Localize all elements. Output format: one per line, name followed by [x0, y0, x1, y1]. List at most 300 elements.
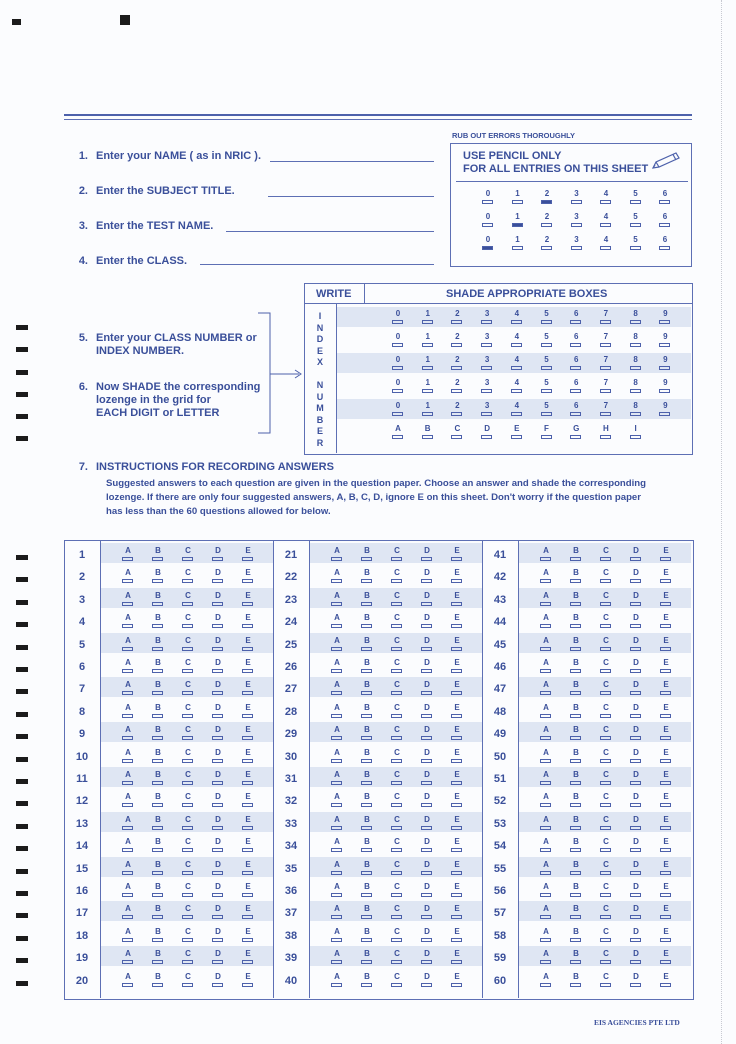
index-lozenge[interactable]	[451, 412, 462, 416]
answer-lozenge[interactable]	[540, 691, 551, 695]
answer-lozenge[interactable]	[152, 714, 163, 718]
answer-lozenge[interactable]	[331, 714, 342, 718]
answer-lozenge[interactable]	[570, 826, 581, 830]
index-lozenge[interactable]	[481, 320, 492, 324]
answer-lozenge[interactable]	[421, 781, 432, 785]
answer-lozenge[interactable]	[630, 983, 641, 987]
answer-lozenge[interactable]	[331, 579, 342, 583]
answer-lozenge[interactable]	[630, 691, 641, 695]
answer-lozenge[interactable]	[660, 557, 671, 561]
answer-lozenge[interactable]	[122, 781, 133, 785]
answer-lozenge[interactable]	[630, 960, 641, 964]
answer-lozenge[interactable]	[660, 669, 671, 673]
answer-lozenge[interactable]	[630, 714, 641, 718]
answer-lozenge[interactable]	[451, 893, 462, 897]
answer-lozenge[interactable]	[122, 871, 133, 875]
index-lozenge[interactable]	[659, 343, 670, 347]
answer-lozenge[interactable]	[152, 983, 163, 987]
answer-lozenge[interactable]	[570, 669, 581, 673]
answer-lozenge[interactable]	[182, 848, 193, 852]
index-lozenge[interactable]	[511, 435, 522, 439]
answer-lozenge[interactable]	[600, 714, 611, 718]
answer-lozenge[interactable]	[152, 781, 163, 785]
answer-lozenge[interactable]	[630, 602, 641, 606]
answer-lozenge[interactable]	[152, 893, 163, 897]
answer-lozenge[interactable]	[540, 848, 551, 852]
answer-lozenge[interactable]	[660, 893, 671, 897]
answer-lozenge[interactable]	[451, 983, 462, 987]
answer-lozenge[interactable]	[122, 983, 133, 987]
answer-lozenge[interactable]	[630, 938, 641, 942]
answer-lozenge[interactable]	[570, 803, 581, 807]
answer-lozenge[interactable]	[600, 624, 611, 628]
answer-lozenge[interactable]	[660, 848, 671, 852]
answer-lozenge[interactable]	[391, 781, 402, 785]
answer-lozenge[interactable]	[570, 736, 581, 740]
answer-lozenge[interactable]	[331, 736, 342, 740]
answer-lozenge[interactable]	[451, 624, 462, 628]
answer-lozenge[interactable]	[570, 848, 581, 852]
answer-lozenge[interactable]	[122, 714, 133, 718]
answer-lozenge[interactable]	[660, 915, 671, 919]
index-lozenge[interactable]	[511, 366, 522, 370]
answer-lozenge[interactable]	[391, 759, 402, 763]
answer-lozenge[interactable]	[122, 691, 133, 695]
answer-lozenge[interactable]	[421, 848, 432, 852]
answer-lozenge[interactable]	[242, 691, 253, 695]
answer-lozenge[interactable]	[361, 781, 372, 785]
index-lozenge[interactable]	[422, 320, 433, 324]
answer-lozenge[interactable]	[212, 557, 223, 561]
answer-lozenge[interactable]	[600, 781, 611, 785]
answer-lozenge[interactable]	[391, 915, 402, 919]
answer-lozenge[interactable]	[630, 848, 641, 852]
answer-lozenge[interactable]	[361, 759, 372, 763]
answer-lozenge[interactable]	[540, 781, 551, 785]
answer-lozenge[interactable]	[182, 736, 193, 740]
answer-lozenge[interactable]	[242, 915, 253, 919]
index-lozenge[interactable]	[451, 343, 462, 347]
answer-lozenge[interactable]	[391, 647, 402, 651]
index-lozenge[interactable]	[541, 343, 552, 347]
answer-lozenge[interactable]	[182, 691, 193, 695]
answer-lozenge[interactable]	[451, 691, 462, 695]
answer-lozenge[interactable]	[361, 624, 372, 628]
answer-lozenge[interactable]	[451, 848, 462, 852]
answer-lozenge[interactable]	[331, 691, 342, 695]
index-lozenge[interactable]	[451, 320, 462, 324]
answer-lozenge[interactable]	[540, 714, 551, 718]
answer-lozenge[interactable]	[451, 938, 462, 942]
answer-lozenge[interactable]	[630, 669, 641, 673]
answer-lozenge[interactable]	[242, 781, 253, 785]
subject-title-field[interactable]	[268, 196, 434, 197]
answer-lozenge[interactable]	[660, 983, 671, 987]
answer-lozenge[interactable]	[451, 714, 462, 718]
answer-lozenge[interactable]	[451, 669, 462, 673]
answer-lozenge[interactable]	[361, 557, 372, 561]
answer-lozenge[interactable]	[540, 759, 551, 763]
answer-lozenge[interactable]	[660, 960, 671, 964]
answer-lozenge[interactable]	[212, 915, 223, 919]
answer-lozenge[interactable]	[421, 759, 432, 763]
answer-lozenge[interactable]	[212, 759, 223, 763]
index-lozenge[interactable]	[541, 320, 552, 324]
answer-lozenge[interactable]	[421, 983, 432, 987]
answer-lozenge[interactable]	[570, 983, 581, 987]
answer-lozenge[interactable]	[570, 624, 581, 628]
answer-lozenge[interactable]	[391, 826, 402, 830]
index-lozenge[interactable]	[422, 389, 433, 393]
answer-lozenge[interactable]	[212, 848, 223, 852]
index-lozenge[interactable]	[392, 366, 403, 370]
answer-lozenge[interactable]	[242, 960, 253, 964]
answer-lozenge[interactable]	[122, 893, 133, 897]
answer-lozenge[interactable]	[451, 960, 462, 964]
answer-lozenge[interactable]	[152, 759, 163, 763]
index-lozenge[interactable]	[600, 389, 611, 393]
index-lozenge[interactable]	[541, 435, 552, 439]
answer-lozenge[interactable]	[152, 848, 163, 852]
index-lozenge[interactable]	[570, 435, 581, 439]
answer-lozenge[interactable]	[421, 893, 432, 897]
answer-lozenge[interactable]	[152, 647, 163, 651]
index-lozenge[interactable]	[392, 435, 403, 439]
index-lozenge[interactable]	[541, 412, 552, 416]
answer-lozenge[interactable]	[600, 893, 611, 897]
answer-lozenge[interactable]	[361, 579, 372, 583]
answer-lozenge[interactable]	[391, 983, 402, 987]
answer-lozenge[interactable]	[451, 781, 462, 785]
answer-lozenge[interactable]	[451, 915, 462, 919]
index-lozenge[interactable]	[511, 343, 522, 347]
index-lozenge[interactable]	[630, 366, 641, 370]
answer-lozenge[interactable]	[152, 579, 163, 583]
answer-lozenge[interactable]	[451, 803, 462, 807]
answer-lozenge[interactable]	[122, 938, 133, 942]
answer-lozenge[interactable]	[182, 579, 193, 583]
answer-lozenge[interactable]	[600, 938, 611, 942]
answer-lozenge[interactable]	[421, 803, 432, 807]
answer-lozenge[interactable]	[540, 557, 551, 561]
answer-lozenge[interactable]	[331, 893, 342, 897]
answer-lozenge[interactable]	[152, 826, 163, 830]
answer-lozenge[interactable]	[391, 624, 402, 628]
answer-lozenge[interactable]	[600, 759, 611, 763]
answer-lozenge[interactable]	[361, 983, 372, 987]
answer-lozenge[interactable]	[630, 893, 641, 897]
answer-lozenge[interactable]	[600, 803, 611, 807]
answer-lozenge[interactable]	[600, 647, 611, 651]
answer-lozenge[interactable]	[152, 871, 163, 875]
index-lozenge[interactable]	[451, 389, 462, 393]
answer-lozenge[interactable]	[630, 826, 641, 830]
answer-lozenge[interactable]	[540, 602, 551, 606]
index-lozenge[interactable]	[451, 435, 462, 439]
answer-lozenge[interactable]	[182, 714, 193, 718]
answer-lozenge[interactable]	[570, 781, 581, 785]
index-lozenge[interactable]	[600, 320, 611, 324]
answer-lozenge[interactable]	[122, 826, 133, 830]
index-lozenge[interactable]	[570, 412, 581, 416]
index-lozenge[interactable]	[481, 435, 492, 439]
answer-lozenge[interactable]	[421, 647, 432, 651]
index-lozenge[interactable]	[481, 412, 492, 416]
answer-lozenge[interactable]	[361, 803, 372, 807]
answer-lozenge[interactable]	[152, 803, 163, 807]
answer-lozenge[interactable]	[600, 826, 611, 830]
answer-lozenge[interactable]	[421, 557, 432, 561]
answer-lozenge[interactable]	[331, 803, 342, 807]
index-lozenge[interactable]	[392, 389, 403, 393]
index-lozenge[interactable]	[511, 320, 522, 324]
answer-lozenge[interactable]	[331, 557, 342, 561]
answer-lozenge[interactable]	[331, 848, 342, 852]
answer-lozenge[interactable]	[152, 669, 163, 673]
answer-lozenge[interactable]	[630, 781, 641, 785]
answer-lozenge[interactable]	[212, 602, 223, 606]
answer-lozenge[interactable]	[421, 624, 432, 628]
answer-lozenge[interactable]	[242, 759, 253, 763]
answer-lozenge[interactable]	[242, 624, 253, 628]
index-lozenge[interactable]	[659, 320, 670, 324]
answer-lozenge[interactable]	[331, 669, 342, 673]
answer-lozenge[interactable]	[212, 579, 223, 583]
answer-lozenge[interactable]	[540, 938, 551, 942]
answer-lozenge[interactable]	[660, 624, 671, 628]
index-lozenge[interactable]	[570, 343, 581, 347]
answer-lozenge[interactable]	[242, 871, 253, 875]
answer-lozenge[interactable]	[660, 826, 671, 830]
answer-lozenge[interactable]	[212, 669, 223, 673]
answer-lozenge[interactable]	[451, 826, 462, 830]
answer-lozenge[interactable]	[361, 871, 372, 875]
answer-lozenge[interactable]	[242, 647, 253, 651]
answer-lozenge[interactable]	[421, 736, 432, 740]
answer-lozenge[interactable]	[122, 602, 133, 606]
test-name-field[interactable]	[226, 231, 434, 232]
answer-lozenge[interactable]	[421, 579, 432, 583]
answer-lozenge[interactable]	[212, 893, 223, 897]
answer-lozenge[interactable]	[331, 602, 342, 606]
answer-lozenge[interactable]	[540, 983, 551, 987]
answer-lozenge[interactable]	[122, 803, 133, 807]
answer-lozenge[interactable]	[391, 602, 402, 606]
index-lozenge[interactable]	[600, 435, 611, 439]
answer-lozenge[interactable]	[152, 736, 163, 740]
answer-lozenge[interactable]	[391, 579, 402, 583]
answer-lozenge[interactable]	[630, 759, 641, 763]
index-lozenge[interactable]	[630, 389, 641, 393]
answer-lozenge[interactable]	[630, 803, 641, 807]
index-lozenge[interactable]	[422, 366, 433, 370]
answer-lozenge[interactable]	[600, 915, 611, 919]
answer-lozenge[interactable]	[570, 557, 581, 561]
answer-lozenge[interactable]	[570, 647, 581, 651]
answer-lozenge[interactable]	[600, 960, 611, 964]
answer-lozenge[interactable]	[182, 759, 193, 763]
index-lozenge[interactable]	[600, 343, 611, 347]
answer-lozenge[interactable]	[331, 983, 342, 987]
answer-lozenge[interactable]	[212, 736, 223, 740]
answer-lozenge[interactable]	[660, 759, 671, 763]
answer-lozenge[interactable]	[660, 736, 671, 740]
answer-lozenge[interactable]	[660, 781, 671, 785]
index-lozenge[interactable]	[481, 389, 492, 393]
answer-lozenge[interactable]	[391, 938, 402, 942]
index-lozenge[interactable]	[659, 412, 670, 416]
answer-lozenge[interactable]	[152, 557, 163, 561]
answer-lozenge[interactable]	[361, 714, 372, 718]
answer-lozenge[interactable]	[421, 602, 432, 606]
answer-lozenge[interactable]	[540, 803, 551, 807]
answer-lozenge[interactable]	[212, 624, 223, 628]
answer-lozenge[interactable]	[421, 960, 432, 964]
answer-lozenge[interactable]	[540, 647, 551, 651]
answer-lozenge[interactable]	[540, 579, 551, 583]
answer-lozenge[interactable]	[451, 579, 462, 583]
answer-lozenge[interactable]	[421, 826, 432, 830]
index-lozenge[interactable]	[511, 389, 522, 393]
answer-lozenge[interactable]	[361, 915, 372, 919]
answer-lozenge[interactable]	[152, 691, 163, 695]
answer-lozenge[interactable]	[331, 826, 342, 830]
answer-lozenge[interactable]	[630, 915, 641, 919]
answer-lozenge[interactable]	[152, 960, 163, 964]
answer-lozenge[interactable]	[212, 781, 223, 785]
answer-lozenge[interactable]	[630, 736, 641, 740]
index-lozenge[interactable]	[481, 343, 492, 347]
index-lozenge[interactable]	[630, 412, 641, 416]
index-lozenge[interactable]	[630, 320, 641, 324]
index-lozenge[interactable]	[570, 366, 581, 370]
answer-lozenge[interactable]	[600, 736, 611, 740]
answer-lozenge[interactable]	[660, 691, 671, 695]
answer-lozenge[interactable]	[391, 669, 402, 673]
index-lozenge[interactable]	[392, 320, 403, 324]
answer-lozenge[interactable]	[122, 960, 133, 964]
answer-lozenge[interactable]	[122, 624, 133, 628]
answer-lozenge[interactable]	[421, 938, 432, 942]
answer-lozenge[interactable]	[391, 803, 402, 807]
answer-lozenge[interactable]	[540, 871, 551, 875]
answer-lozenge[interactable]	[361, 602, 372, 606]
answer-lozenge[interactable]	[182, 960, 193, 964]
answer-lozenge[interactable]	[212, 960, 223, 964]
answer-lozenge[interactable]	[361, 691, 372, 695]
answer-lozenge[interactable]	[122, 647, 133, 651]
answer-lozenge[interactable]	[122, 669, 133, 673]
answer-lozenge[interactable]	[242, 848, 253, 852]
answer-lozenge[interactable]	[451, 557, 462, 561]
answer-lozenge[interactable]	[212, 714, 223, 718]
answer-lozenge[interactable]	[182, 938, 193, 942]
answer-lozenge[interactable]	[600, 871, 611, 875]
answer-lozenge[interactable]	[182, 915, 193, 919]
index-lozenge[interactable]	[422, 435, 433, 439]
answer-lozenge[interactable]	[122, 557, 133, 561]
index-lozenge[interactable]	[630, 343, 641, 347]
answer-lozenge[interactable]	[361, 938, 372, 942]
answer-lozenge[interactable]	[660, 803, 671, 807]
answer-lozenge[interactable]	[122, 736, 133, 740]
answer-lozenge[interactable]	[630, 557, 641, 561]
answer-lozenge[interactable]	[242, 602, 253, 606]
answer-lozenge[interactable]	[570, 691, 581, 695]
answer-lozenge[interactable]	[451, 871, 462, 875]
answer-lozenge[interactable]	[570, 871, 581, 875]
index-lozenge[interactable]	[392, 343, 403, 347]
answer-lozenge[interactable]	[212, 826, 223, 830]
answer-lozenge[interactable]	[600, 579, 611, 583]
answer-lozenge[interactable]	[212, 647, 223, 651]
answer-lozenge[interactable]	[391, 714, 402, 718]
answer-lozenge[interactable]	[660, 602, 671, 606]
answer-lozenge[interactable]	[242, 736, 253, 740]
answer-lozenge[interactable]	[570, 602, 581, 606]
answer-lozenge[interactable]	[361, 848, 372, 852]
answer-lozenge[interactable]	[391, 848, 402, 852]
answer-lozenge[interactable]	[660, 871, 671, 875]
answer-lozenge[interactable]	[331, 781, 342, 785]
answer-lozenge[interactable]	[242, 579, 253, 583]
answer-lozenge[interactable]	[421, 714, 432, 718]
answer-lozenge[interactable]	[152, 938, 163, 942]
index-lozenge[interactable]	[600, 412, 611, 416]
answer-lozenge[interactable]	[540, 669, 551, 673]
answer-lozenge[interactable]	[361, 736, 372, 740]
answer-lozenge[interactable]	[212, 871, 223, 875]
answer-lozenge[interactable]	[242, 893, 253, 897]
answer-lozenge[interactable]	[212, 938, 223, 942]
answer-lozenge[interactable]	[182, 826, 193, 830]
answer-lozenge[interactable]	[152, 602, 163, 606]
answer-lozenge[interactable]	[182, 669, 193, 673]
answer-lozenge[interactable]	[182, 557, 193, 561]
answer-lozenge[interactable]	[570, 579, 581, 583]
answer-lozenge[interactable]	[630, 624, 641, 628]
answer-lozenge[interactable]	[570, 714, 581, 718]
answer-lozenge[interactable]	[361, 647, 372, 651]
answer-lozenge[interactable]	[421, 691, 432, 695]
answer-lozenge[interactable]	[182, 602, 193, 606]
answer-lozenge[interactable]	[391, 893, 402, 897]
answer-lozenge[interactable]	[391, 736, 402, 740]
answer-lozenge[interactable]	[630, 871, 641, 875]
answer-lozenge[interactable]	[600, 983, 611, 987]
answer-lozenge[interactable]	[540, 893, 551, 897]
answer-lozenge[interactable]	[600, 602, 611, 606]
answer-lozenge[interactable]	[182, 803, 193, 807]
index-lozenge[interactable]	[541, 366, 552, 370]
answer-lozenge[interactable]	[540, 915, 551, 919]
class-field[interactable]	[200, 264, 434, 265]
answer-lozenge[interactable]	[182, 893, 193, 897]
answer-lozenge[interactable]	[630, 579, 641, 583]
answer-lozenge[interactable]	[182, 781, 193, 785]
answer-lozenge[interactable]	[540, 826, 551, 830]
index-lozenge[interactable]	[570, 389, 581, 393]
answer-lozenge[interactable]	[451, 602, 462, 606]
index-lozenge[interactable]	[422, 343, 433, 347]
answer-lozenge[interactable]	[361, 826, 372, 830]
answer-lozenge[interactable]	[570, 938, 581, 942]
answer-lozenge[interactable]	[331, 960, 342, 964]
answer-lozenge[interactable]	[242, 714, 253, 718]
answer-lozenge[interactable]	[331, 915, 342, 919]
index-lozenge[interactable]	[481, 366, 492, 370]
answer-lozenge[interactable]	[540, 624, 551, 628]
